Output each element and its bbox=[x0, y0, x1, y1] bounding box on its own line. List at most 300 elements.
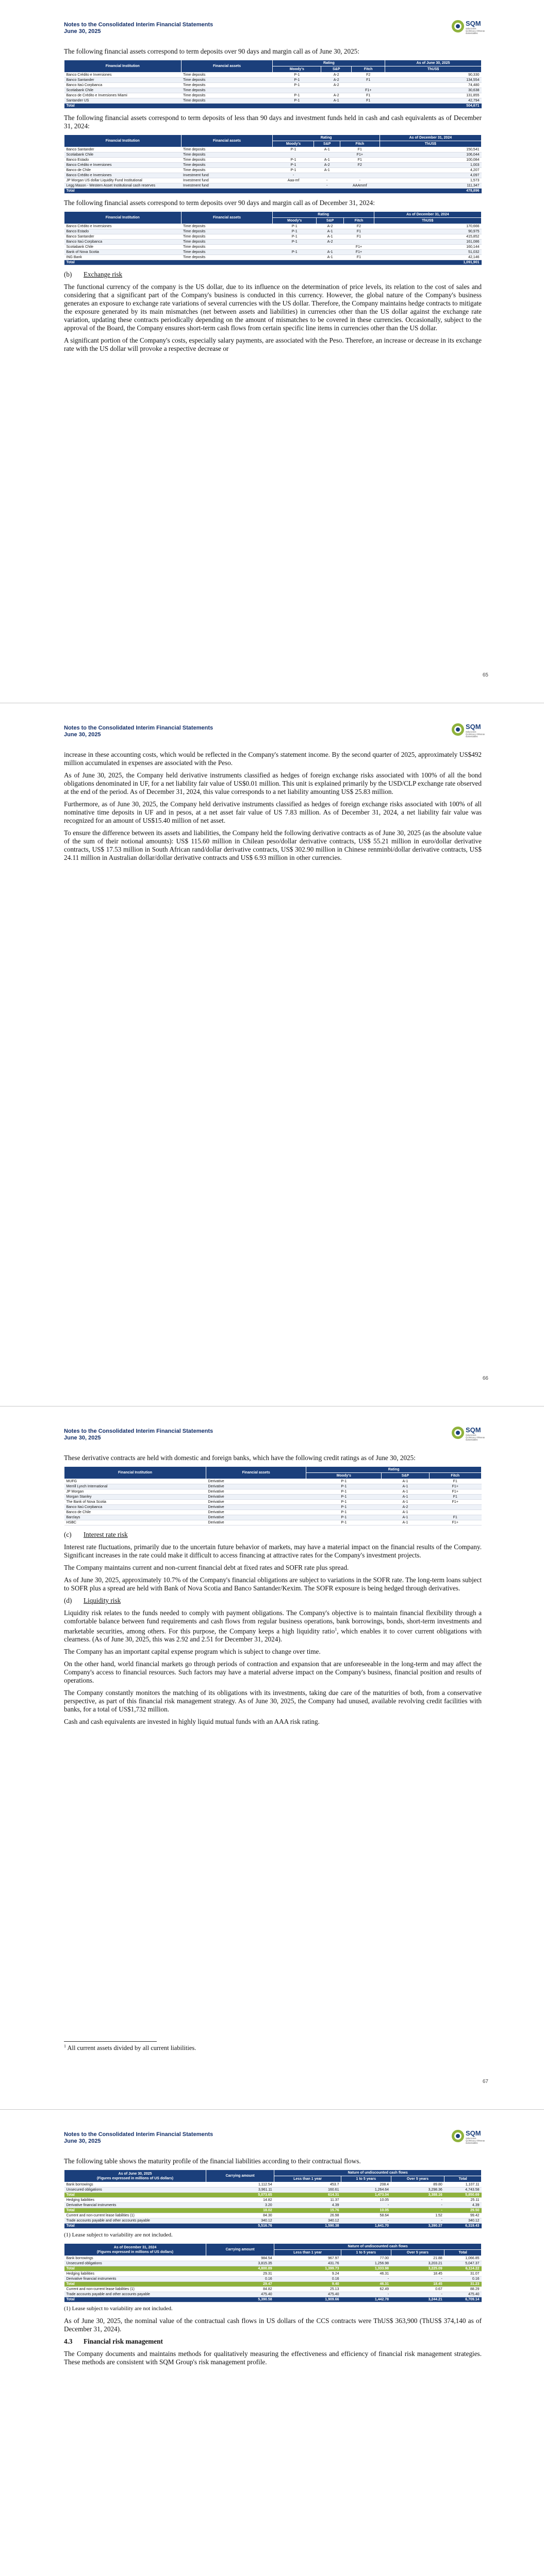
col-header: Moody's bbox=[273, 218, 316, 224]
page-4-content bbox=[64, 2157, 482, 2370]
logo-brand: SQM bbox=[466, 2129, 481, 2137]
table-cell: 4,097 bbox=[380, 173, 481, 178]
section-heading-interest-rate-risk bbox=[64, 1531, 482, 1539]
table-row bbox=[64, 1489, 482, 1495]
table-note: (1) Lease subject to variability are not included. bbox=[64, 2232, 173, 2238]
table-cell: HSBC bbox=[64, 1520, 206, 1526]
table-cell: 431.76 bbox=[274, 2261, 341, 2266]
table-cell: 131,855 bbox=[385, 93, 482, 98]
table-cell: P-1 bbox=[306, 1520, 382, 1526]
table-row bbox=[64, 2218, 482, 2224]
table-row bbox=[64, 1520, 482, 1526]
logo-tagline-1: Soluciones bbox=[466, 731, 476, 733]
table-cell: - bbox=[314, 183, 340, 189]
col-header bbox=[64, 2244, 206, 2256]
table-cell: F1 bbox=[340, 147, 380, 152]
table-cell: A-1 bbox=[382, 1484, 429, 1489]
body-paragraph: The Company constantly monitors the matching of its obligations with its investments, taking due care of the maturities of both, from a conservative perspective, as part of this financial risk management strategy. As of June 30, 2025, the Company had unused, available revolving credit facilities with banks, for a total of US$1,732 million. bbox=[64, 1689, 482, 1714]
table-cell: Time deposits bbox=[181, 234, 273, 240]
table-cell: A-1 bbox=[382, 1495, 429, 1500]
table-cell: Bank borrowings bbox=[64, 2182, 206, 2188]
table-cell: 58.64 bbox=[341, 2213, 391, 2218]
table-cell: Time deposits bbox=[181, 78, 273, 83]
table-row bbox=[64, 147, 482, 152]
table-cell: P-1 bbox=[273, 163, 314, 168]
table-cell: 25.13 bbox=[274, 2287, 341, 2292]
table-cell: Time deposits bbox=[181, 152, 273, 158]
table-cell: - bbox=[391, 2218, 444, 2224]
total-label: Total bbox=[64, 104, 385, 109]
table-row bbox=[64, 2213, 482, 2218]
table-row bbox=[64, 1495, 482, 1500]
table-cell: 4,743.58 bbox=[444, 2188, 482, 2193]
table-row bbox=[64, 1505, 482, 1510]
table-row bbox=[64, 1484, 482, 1489]
table-cell: Total bbox=[64, 2193, 206, 2198]
table-cell: A-1 bbox=[382, 1510, 429, 1515]
table-cell: 1,399.73 bbox=[274, 2266, 341, 2272]
table-cell: Banco Santander bbox=[64, 147, 182, 152]
table-cell: 0.16 bbox=[444, 2277, 482, 2282]
table-cell bbox=[314, 152, 340, 158]
col-header: Rating bbox=[273, 212, 374, 218]
table-cell: 10.05 bbox=[341, 2198, 391, 2203]
table-cell: Morgan Stanley bbox=[64, 1495, 206, 1500]
table-cell: Banco Crédito e Inversiones bbox=[64, 224, 182, 229]
table-cell: 415,852 bbox=[374, 234, 481, 240]
table-cell: 29.47 bbox=[206, 2282, 274, 2287]
header-line-2: June 30, 2025 bbox=[64, 2138, 101, 2144]
table-cell: A-2 bbox=[321, 78, 352, 83]
table-cell: Bank borrowings bbox=[64, 2256, 206, 2261]
table-cell: P-1 bbox=[273, 224, 316, 229]
table-row bbox=[64, 2287, 482, 2292]
table-cell: 160.61 bbox=[274, 2188, 341, 2193]
body-paragraph: The functional currency of the company is the US dollar, due to its influence on the determination of price levels, its relation to the cost of sales and considering that a significant part of the Company's business is conducted in this currency. However, the global nature of the Company's business generates an exposure to exchange rate variations of several currencies with the US dollar. Therefore, the Company maintains hedge contracts to mitigate the exposure generated by its main mismatches (net between assets and liabilities) in currencies other than the US dollar against the exchange rate variation, updating these contracts periodically depending on the amount of mismatches to be covered in these currencies. Occasionally, subject to the approval of the Board, the Company ensures short-term cash flows from certain specific line items in currencies other than the US dollar. bbox=[64, 283, 482, 332]
col-header: Rating bbox=[273, 135, 380, 141]
table-cell: F1 bbox=[344, 234, 374, 240]
table-cell bbox=[340, 173, 380, 178]
table-row bbox=[64, 168, 482, 173]
table-cell: 111,347 bbox=[380, 183, 481, 189]
intro-paragraph: These derivative contracts are held with domestic and foreign banks, which have the following credit ratings as of June 30, 2025: bbox=[64, 1454, 416, 1462]
total-value: 504,671 bbox=[385, 104, 482, 109]
table-cell bbox=[429, 1510, 481, 1515]
subtotal-row bbox=[64, 2282, 482, 2287]
table-row bbox=[64, 250, 482, 255]
body-paragraph: Cash and cash equivalents are invested in highly liquid mutual funds with an AAA risk rating. bbox=[64, 1718, 320, 1726]
table-cell: 5,390.58 bbox=[206, 2297, 274, 2302]
page-header bbox=[64, 1428, 213, 1442]
logo-tagline-2: Químicas y Mineras bbox=[466, 1436, 485, 1439]
table-cell: 31.23 bbox=[444, 2282, 482, 2287]
table-cell: 10.05 bbox=[341, 2208, 391, 2213]
table-cell: A-2 bbox=[321, 83, 352, 88]
col-header: S&P bbox=[321, 66, 352, 73]
col-header: Less than 1 year bbox=[274, 2176, 341, 2182]
section-heading-exchange-risk bbox=[64, 270, 482, 279]
table-cell: Time deposits bbox=[181, 83, 273, 88]
footnote-divider bbox=[64, 2041, 157, 2042]
logo-tagline-3: sustentables bbox=[466, 32, 478, 35]
body-paragraph: A significant portion of the Company's costs, especially salary payments, are associated with the Peso. Therefore, an increase or decrease in its exchange rate with the US dollar will provoke a respective decrease or bbox=[64, 336, 482, 352]
col-header: Financial Institution bbox=[64, 135, 182, 147]
page-4 bbox=[0, 2110, 544, 2576]
col-header: As of June 30, 2025 bbox=[385, 60, 482, 66]
table-cell: Current and non-current lease liabilities (1) bbox=[64, 2287, 206, 2292]
col-header: S&P bbox=[314, 141, 340, 147]
table-cell: 3,961.11 bbox=[206, 2188, 274, 2193]
table-cell: F1 bbox=[352, 93, 385, 98]
table-cell: Hedging liabilities bbox=[64, 2272, 206, 2277]
table-cell: P-1 bbox=[306, 1500, 382, 1505]
table-cell: 208.4 bbox=[341, 2182, 391, 2188]
table-cell: Banco Santander bbox=[64, 234, 182, 240]
table-cell: Derivative bbox=[206, 1520, 306, 1526]
table-cell: 1,107.11 bbox=[444, 2182, 482, 2188]
section-number: (c) bbox=[64, 1531, 72, 1538]
col-header: Fitch bbox=[429, 1473, 481, 1479]
table-cell: - bbox=[391, 2292, 444, 2297]
table-cell: Total bbox=[64, 2208, 206, 2213]
col-header: ThUS$ bbox=[385, 66, 482, 73]
table-cell: AAAmmf bbox=[340, 183, 380, 189]
table-cell: P-1 bbox=[273, 147, 314, 152]
table-cell: A-2 bbox=[314, 163, 340, 168]
col-header: Moody's bbox=[306, 1473, 382, 1479]
table-cell: Banco Estado bbox=[64, 229, 182, 234]
logo-tagline-3: sustentables bbox=[466, 735, 478, 738]
table-cell: 4.39 bbox=[274, 2203, 341, 2208]
table-cell: Investment fund bbox=[181, 173, 273, 178]
table-cell: Total bbox=[64, 2224, 206, 2229]
table-row bbox=[64, 152, 482, 158]
table-cell: F1+ bbox=[340, 152, 380, 158]
table-cell: P-1 bbox=[273, 158, 314, 163]
table-cell: Time deposits bbox=[181, 98, 273, 104]
table-cell: P-1 bbox=[273, 78, 321, 83]
table-cell: A-1 bbox=[314, 168, 340, 173]
footnote-area bbox=[64, 2041, 482, 2052]
table-cell: 18.45 bbox=[391, 2272, 444, 2277]
col-header: Total bbox=[444, 2176, 482, 2182]
table-cell: 1,333.98 bbox=[341, 2266, 391, 2272]
table-row bbox=[64, 178, 482, 183]
table-cell: P-1 bbox=[273, 168, 314, 173]
table-cell: Derivative bbox=[206, 1484, 306, 1489]
table-cell: F2 bbox=[340, 163, 380, 168]
subtotal-row bbox=[64, 2193, 482, 2198]
table-cell: F1 bbox=[344, 255, 374, 260]
table-cell: P-1 bbox=[273, 240, 316, 245]
header-line-2: June 30, 2025 bbox=[64, 28, 101, 35]
table-cell: - bbox=[340, 178, 380, 183]
logo-brand: SQM bbox=[466, 723, 481, 731]
intro-paragraph: The following financial assets correspond to term deposits over 90 days and margin call as of June 30, 2025: bbox=[64, 47, 359, 55]
table-row bbox=[64, 173, 482, 178]
body-paragraph: As of June 30, 2025, approximately 10.7% of the Company's financial obligations are subject to variations in the SOFR rate. The long-term loans subject to SOFR plus a spread are held with Bank of Nova Scotia and Banco Santander/Kexim. The SOFR exposure is being hedged through derivatives. bbox=[64, 1576, 482, 1592]
table-cell: Bank of Nova Scotia bbox=[64, 250, 182, 255]
table-cell: Banco Itaú Corpbanca bbox=[64, 1505, 206, 1510]
table-cell bbox=[429, 1505, 481, 1510]
table-cell: F1+ bbox=[429, 1489, 481, 1495]
table-cell: 9.24 bbox=[274, 2272, 341, 2277]
table-cell: - bbox=[391, 2277, 444, 2282]
table-cell: 340.12 bbox=[206, 2218, 274, 2224]
table-cell: 4,207 bbox=[380, 168, 481, 173]
table-cell: 160,144 bbox=[374, 245, 481, 250]
table-cell: 30,638 bbox=[385, 88, 482, 93]
sqm-logo bbox=[451, 1424, 488, 1442]
table-cell: 475.40 bbox=[444, 2292, 482, 2297]
table-cell: Investment fund bbox=[181, 183, 273, 189]
table-cell: 1,066.85 bbox=[444, 2256, 482, 2261]
table-cell: Santander US bbox=[64, 98, 182, 104]
logo-tagline-2: Químicas y Mineras bbox=[466, 2139, 485, 2142]
table-cell: 4,800.89 bbox=[206, 2266, 274, 2272]
col-header: Financial Institution bbox=[64, 212, 182, 224]
table-note: (1) Lease subject to variability are not included. bbox=[64, 2306, 173, 2312]
table-cell: 614.31 bbox=[274, 2193, 341, 2198]
col-header: Moody's bbox=[273, 66, 321, 73]
table-cell: 340.12 bbox=[274, 2218, 341, 2224]
table-title: As of June 30, 2025 bbox=[118, 2172, 152, 2176]
table-row bbox=[64, 2188, 482, 2193]
table-cell: 14.82 bbox=[206, 2198, 274, 2203]
table-cell: P-1 bbox=[306, 1510, 382, 1515]
col-header: Financial assets bbox=[181, 212, 273, 224]
table-cell: Banco Crédito e Inversiones bbox=[64, 73, 182, 78]
table-cell: 29.31 bbox=[206, 2272, 274, 2277]
table-cell: 161,086 bbox=[374, 240, 481, 245]
table-title: As of December 31, 2024 bbox=[113, 2245, 157, 2249]
table-cell: A-1 bbox=[316, 250, 343, 255]
table-subtitle: (Figures expressed in millions of US dollars) bbox=[96, 2250, 174, 2254]
table-subtitle: (Figures expressed in millions of US dollars) bbox=[96, 2176, 174, 2180]
table-cell: P-1 bbox=[306, 1515, 382, 1520]
col-header: Over 5 years bbox=[391, 2176, 444, 2182]
col-header: ThUS$ bbox=[374, 218, 481, 224]
table-cell: 1,641.70 bbox=[341, 2224, 391, 2229]
table-cell: 89.80 bbox=[391, 2182, 444, 2188]
section-title: Liquidity risk bbox=[84, 1597, 121, 1604]
header-line-2: June 30, 2025 bbox=[64, 732, 101, 738]
table-cell: Derivative bbox=[206, 1489, 306, 1495]
table-cell: P-1 bbox=[306, 1489, 382, 1495]
table-cell: 88.29 bbox=[444, 2287, 482, 2292]
table-cell: 90,330 bbox=[385, 73, 482, 78]
table-cell: Unsecured obligations bbox=[64, 2188, 206, 2193]
table-cell: Scotiabank Chile bbox=[64, 88, 182, 93]
table-row bbox=[64, 1515, 482, 1520]
table-cell: A-2 bbox=[316, 224, 343, 229]
table-cell: 3,298.36 bbox=[391, 2188, 444, 2193]
table-cell: F1 bbox=[344, 229, 374, 234]
table-cell: 475.40 bbox=[206, 2292, 274, 2297]
total-label: Total bbox=[64, 189, 380, 194]
page-3-content bbox=[64, 1454, 482, 1730]
table-cell: - bbox=[341, 2218, 391, 2224]
table-cell: P-1 bbox=[306, 1495, 382, 1500]
sqm-logo bbox=[451, 2127, 488, 2145]
table-row bbox=[64, 224, 482, 229]
table-cell: Time deposits bbox=[181, 229, 273, 234]
page-1 bbox=[0, 0, 544, 703]
col-header: 1 to 5 years bbox=[341, 2176, 391, 2182]
table-cell: F2 bbox=[344, 224, 374, 229]
table-row bbox=[64, 240, 482, 245]
table-cell: F1+ bbox=[429, 1484, 481, 1489]
section-number: (b) bbox=[64, 270, 72, 278]
maturity-profile-jun-2025-table bbox=[64, 2170, 482, 2229]
col-header: Fitch bbox=[352, 66, 385, 73]
table-cell: 26.98 bbox=[274, 2213, 341, 2218]
body-paragraph: The Company maintains current and non-current financial debt at fixed rates and SOFR rate plus spread. bbox=[64, 1564, 349, 1571]
page-2 bbox=[0, 703, 544, 1406]
table-cell: A-2 bbox=[382, 1505, 429, 1510]
table-row bbox=[64, 98, 482, 104]
table-cell: Time deposits bbox=[181, 255, 273, 260]
table-cell: F1 bbox=[352, 98, 385, 104]
table-cell bbox=[352, 83, 385, 88]
table-cell: 42,146 bbox=[374, 255, 481, 260]
table-cell: Hedging liabilities bbox=[64, 2198, 206, 2203]
total-label: Total bbox=[64, 260, 374, 265]
table-cell: F1 bbox=[429, 1515, 481, 1520]
col-header: Fitch bbox=[344, 218, 374, 224]
grand-total-row bbox=[64, 2297, 482, 2302]
table-row bbox=[64, 255, 482, 260]
paragraph-text: , which enables it to cover current obligations with clearness. (As of June 30, 2025, this was 2.92 and 2.51 for December 31, 2024). bbox=[64, 1627, 482, 1643]
table-cell: Banco Itaú Corpbanca bbox=[64, 240, 182, 245]
table-row bbox=[64, 2256, 482, 2261]
page-header bbox=[64, 725, 213, 738]
body-paragraph: The Company has an important capital expense program which is subject to change over time. bbox=[64, 1648, 321, 1656]
table-cell: A-1 bbox=[382, 1489, 429, 1495]
table-row bbox=[64, 2292, 482, 2297]
section-number: 4.3 bbox=[64, 2337, 73, 2345]
table-cell bbox=[273, 255, 316, 260]
subtotal-row bbox=[64, 2208, 482, 2213]
table-row bbox=[64, 2261, 482, 2266]
table-cell: 3.20 bbox=[206, 2203, 274, 2208]
table-cell: Total bbox=[64, 2282, 206, 2287]
col-header: Rating bbox=[273, 60, 385, 66]
sqm-logo bbox=[451, 18, 488, 35]
table-cell: Derivative financial instruments bbox=[64, 2277, 206, 2282]
table-cell: Investment fund bbox=[181, 178, 273, 183]
table-cell: A-2 bbox=[316, 240, 343, 245]
table-cell: 3,203.21 bbox=[391, 2261, 444, 2266]
col-header: Total bbox=[444, 2250, 482, 2256]
table-cell: A-2 bbox=[321, 93, 352, 98]
section-heading-financial-risk-management bbox=[64, 2337, 482, 2346]
table-cell: F1 bbox=[352, 78, 385, 83]
table-cell: Trade accounts payable and other accounts payable bbox=[64, 2218, 206, 2224]
col-header: As of December 31, 2024 bbox=[374, 212, 481, 218]
table-cell: Derivative financial instruments bbox=[64, 2203, 206, 2208]
table-cell: Banco Estado bbox=[64, 158, 182, 163]
intro-paragraph: The following financial assets correspond to term deposits of less than 90 days and investment funds held in cash and cash equivalents as of December 31, 2024: bbox=[64, 114, 482, 130]
col-header: S&P bbox=[382, 1473, 429, 1479]
table-cell: P-1 bbox=[273, 234, 316, 240]
table-cell bbox=[273, 88, 321, 93]
table-cell: P-1 bbox=[306, 1484, 382, 1489]
table-cell: 1,590.38 bbox=[274, 2224, 341, 2229]
table-cell: 42,794 bbox=[385, 98, 482, 104]
table-cell: 77.00 bbox=[341, 2256, 391, 2261]
table-cell: JP Morgan bbox=[64, 1489, 206, 1495]
footnote-ref[interactable]: 1 bbox=[335, 1627, 337, 1632]
table-cell: A-1 bbox=[316, 234, 343, 240]
table-cell: F1 bbox=[429, 1479, 481, 1484]
table-cell: P-1 bbox=[273, 93, 321, 98]
table-cell: Banco Itaú Corpbanca bbox=[64, 83, 182, 88]
table-row bbox=[64, 2198, 482, 2203]
table-cell: Time deposits bbox=[181, 224, 273, 229]
table-cell: P-1 bbox=[273, 250, 316, 255]
table-cell: Scotiabank Chile bbox=[64, 152, 182, 158]
table-cell: P-1 bbox=[273, 73, 321, 78]
table-cell: 1,909.66 bbox=[274, 2297, 341, 2302]
table-cell: Trade accounts payable and other accounts payable bbox=[64, 2292, 206, 2297]
table-total-row bbox=[64, 189, 482, 194]
table-cell bbox=[344, 240, 374, 245]
table-cell bbox=[273, 183, 314, 189]
table-row bbox=[64, 88, 482, 93]
table-cell: - bbox=[391, 2198, 444, 2203]
table-cell: 4.39 bbox=[444, 2203, 482, 2208]
term-deposits-jun-2025-table bbox=[64, 60, 482, 109]
table-cell: - bbox=[391, 2203, 444, 2208]
table-cell: Banco Crédito e Inversiones bbox=[64, 173, 182, 178]
table-cell: 29.50 bbox=[444, 2208, 482, 2213]
table-cell: F1 bbox=[340, 158, 380, 163]
paragraph-text: Liquidity risk relates to the funds needed to comply with payment obligations. The Company's objective is to maintain financial flexibility through a comfortable balance between fund requirements and cash flows from regular business operations, bank borrowings, bonds, short-term investments and marketable securities, among others. For this purpose, the Company keeps a high liquidity ratio bbox=[64, 1609, 482, 1635]
table-cell bbox=[340, 168, 380, 173]
maturity-profile-dec-2024-table bbox=[64, 2243, 482, 2302]
table-cell: Derivative bbox=[206, 1505, 306, 1510]
page-header bbox=[64, 22, 213, 35]
col-header: Nature of undiscounted cash flows bbox=[274, 2170, 482, 2176]
page-header bbox=[64, 2131, 213, 2145]
table-cell: Time deposits bbox=[181, 88, 273, 93]
cash-equivalents-dec-2024-table bbox=[64, 134, 482, 194]
table-cell: Total bbox=[64, 2266, 206, 2272]
page-3 bbox=[0, 1406, 544, 2110]
page-2-content bbox=[64, 751, 482, 866]
table-cell: 1,256.98 bbox=[341, 2261, 391, 2266]
section-heading-liquidity-risk bbox=[64, 1597, 482, 1605]
table-cell: Derivative bbox=[206, 1479, 306, 1484]
table-row bbox=[64, 93, 482, 98]
table-cell: P-1 bbox=[273, 83, 321, 88]
logo-tagline-1: Soluciones bbox=[466, 2137, 476, 2140]
table-cell: 51,032 bbox=[374, 250, 481, 255]
grand-total-row bbox=[64, 2224, 482, 2229]
table-cell: 3,388.16 bbox=[391, 2193, 444, 2198]
table-cell: 106,044 bbox=[380, 152, 481, 158]
term-deposits-dec-2024-table bbox=[64, 211, 482, 265]
body-paragraph: Interest rate fluctuations, primarily due to the uncertain future behavior of markets, may have a material impact on the financial results of the Company. Significant increases in the rate could make it difficult to access financing at attractive rates for the Company's investment projects. bbox=[64, 1543, 482, 1559]
table-cell: Derivative bbox=[206, 1515, 306, 1520]
table-cell: 74,480 bbox=[385, 83, 482, 88]
table-cell: Banco Santander bbox=[64, 78, 182, 83]
table-cell: 3,390.37 bbox=[391, 2224, 444, 2229]
table-cell bbox=[321, 88, 352, 93]
table-cell: Barclays bbox=[64, 1515, 206, 1520]
table-row bbox=[64, 1479, 482, 1484]
